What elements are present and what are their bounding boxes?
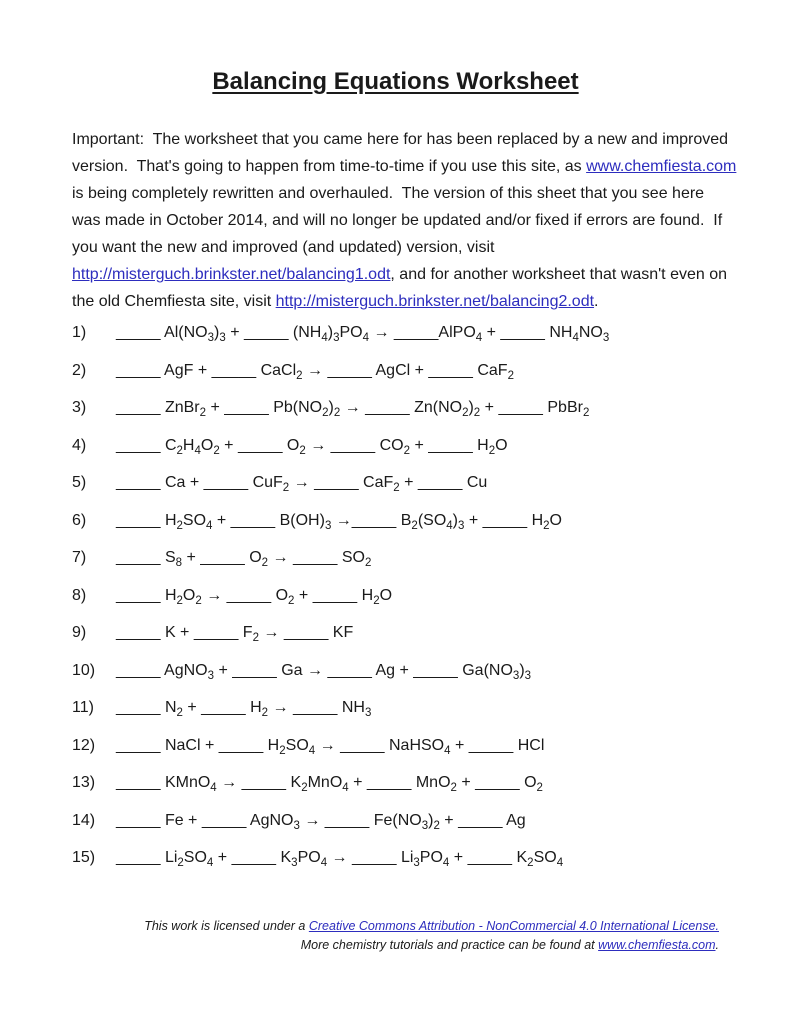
subscript: 2 bbox=[527, 857, 534, 869]
subscript: 2 bbox=[373, 594, 380, 607]
equation-number: 12) bbox=[72, 736, 96, 754]
equation-row bbox=[72, 548, 719, 567]
subscript: 2 bbox=[177, 857, 184, 869]
equation-text: _____ AgF + _____ CaCl$_2$ → _____ AgCl + _____ CaF$_2$ bbox=[116, 361, 514, 382]
subscript: 3 bbox=[413, 857, 420, 869]
text-run: . bbox=[715, 938, 719, 952]
subscript: 2 bbox=[543, 519, 550, 532]
equation-number: 5) bbox=[72, 474, 87, 491]
subscript: 2 bbox=[288, 594, 295, 607]
text-run: is being completely rewritten and overhauled. The version of this sheet that you see here bbox=[72, 185, 705, 202]
equation-number: 14) bbox=[72, 811, 96, 829]
equation-text: _____ $H_2O_2$ → _____ $O_2$ + _____ $H_2O$ bbox=[116, 586, 393, 607]
text-run: was made in October 2014, and will no longer be updated and/or fixed if errors are found. If bbox=[72, 212, 723, 229]
subscript: 4 bbox=[206, 857, 214, 869]
subscript: 2 bbox=[176, 707, 183, 719]
equation-row bbox=[72, 436, 719, 455]
subscript: 3 bbox=[524, 669, 532, 682]
subscript: 2 bbox=[279, 744, 286, 757]
subscript: 4 bbox=[321, 332, 328, 344]
equation-number: 2) bbox=[72, 361, 87, 379]
subscript: 4 bbox=[308, 744, 316, 757]
subscript: 2 bbox=[176, 519, 183, 532]
equation-row bbox=[72, 661, 719, 680]
subscript: 2 bbox=[195, 594, 202, 607]
equation-text: _____ Ca + _____ CuF$_2$ → _____ CaF$_2$ + _____ Cu bbox=[116, 474, 488, 494]
subscript: 3 bbox=[458, 519, 465, 532]
equation-text: _____ $Al(NO_3)_3$ + _____ $(NH_4)_3PO_4$ → _____AlPO$_4$ + _____ $NH_4NO_3$ bbox=[116, 324, 610, 344]
subscript: 2 bbox=[252, 632, 259, 644]
equation-number: 3) bbox=[72, 399, 87, 416]
subscript: 2 bbox=[393, 482, 400, 494]
subscript: 3 bbox=[602, 332, 610, 344]
footer-line bbox=[72, 917, 719, 936]
subscript: 4 bbox=[362, 332, 370, 344]
equation-number: 9) bbox=[72, 624, 87, 641]
subscript: 2 bbox=[333, 407, 341, 419]
equation-text: _____ $S_8$ + _____ $O_2$ → _____ $SO_2$ bbox=[116, 549, 372, 569]
equation-row bbox=[72, 773, 719, 792]
equation-number: 1) bbox=[72, 324, 87, 341]
subscript: 2 bbox=[403, 444, 410, 457]
subscript: 2 bbox=[261, 557, 269, 569]
text-run: version. That's going to happen from time-to-time if you use this site, as bbox=[72, 158, 587, 175]
subscript: 3 bbox=[333, 332, 340, 344]
subscript: 3 bbox=[219, 332, 226, 344]
subscript: 2 bbox=[176, 444, 183, 457]
subscript: 4 bbox=[446, 519, 453, 532]
text-run: the old Chemfiesta site, visit bbox=[72, 293, 276, 310]
equation-number: 8) bbox=[72, 586, 87, 604]
subscript: 4 bbox=[556, 857, 564, 869]
equation-row bbox=[72, 473, 719, 492]
equation-row bbox=[72, 586, 719, 605]
equation-text: _____ Fe + _____ AgNO$_3$ → _____ $Fe(NO_3)_2$ + _____ Ag bbox=[116, 811, 526, 832]
intro-line bbox=[72, 288, 719, 315]
subscript: 2 bbox=[450, 782, 457, 794]
hyperlink[interactable]: www.chemfiesta.com bbox=[586, 158, 737, 175]
subscript: 4 bbox=[206, 519, 213, 532]
subscript: 2 bbox=[213, 444, 220, 457]
subscript: 3 bbox=[207, 332, 215, 344]
text-run: you want the new and improved (and updated) version, visit bbox=[72, 239, 495, 256]
text-run: More chemistry tutorials and practice can be found at bbox=[300, 938, 599, 952]
text-run: , and for another worksheet that wasn't even on bbox=[390, 266, 727, 283]
subscript: 4 bbox=[572, 332, 579, 344]
subscript: 3 bbox=[421, 819, 429, 832]
hyperlink[interactable]: http://misterguch.brinkster.net/balancing1.odt bbox=[72, 266, 391, 283]
intro-paragraph bbox=[72, 126, 737, 315]
intro-line bbox=[72, 234, 719, 261]
hyperlink[interactable]: Creative Commons Attribution - NonCommercial 4.0 International License. bbox=[308, 919, 719, 933]
page-title: Balancing Equations Worksheet bbox=[212, 68, 579, 95]
subscript: 2 bbox=[365, 557, 372, 569]
equation-text: _____ $N_2$ + _____ $H_2$ → _____ $NH_3$ bbox=[116, 699, 372, 719]
subscript: 2 bbox=[462, 407, 469, 419]
equation-row bbox=[72, 323, 719, 342]
equation-list bbox=[72, 323, 719, 867]
subscript: 4 bbox=[194, 444, 201, 457]
subscript: 2 bbox=[301, 782, 308, 794]
equation-row bbox=[72, 398, 719, 417]
equation-row bbox=[72, 698, 719, 717]
footer bbox=[72, 917, 719, 955]
subscript: 8 bbox=[175, 557, 183, 569]
text-run: This work is licensed under a bbox=[144, 919, 309, 933]
equation-text: _____ AgNO$_3$ + _____ Ga → _____ Ag + _____ $Ga(NO_3)_3$ bbox=[116, 661, 532, 682]
equation-row bbox=[72, 361, 719, 380]
equation-row bbox=[72, 623, 719, 642]
equation-text: _____ ZnBr$_2$ + _____ $Pb(NO_2)_2$ → _____ $Zn(NO_2)_2$ + _____ PbBr$_2$ bbox=[116, 399, 590, 419]
subscript: 3 bbox=[512, 669, 520, 682]
subscript: 4 bbox=[475, 332, 483, 344]
hyperlink[interactable]: http://misterguch.brinkster.net/balancing2.odt bbox=[275, 293, 595, 310]
subscript: 2 bbox=[322, 407, 329, 419]
text-run: Important: The worksheet that you came here for has been replaced by a new and improved bbox=[72, 131, 729, 148]
equation-text: _____ NaCl + _____ $H_2SO_4$ → _____ NaHSO$_4$ + _____ HCl bbox=[116, 736, 545, 757]
equation-number: 7) bbox=[72, 549, 87, 566]
subscript: 3 bbox=[207, 669, 215, 682]
equation-text: _____ $H_2SO_4$ + _____ $B(OH)_3$ →_____ $B_2(SO_4)_3$ + _____ $H_2O$ bbox=[116, 511, 562, 532]
subscript: 2 bbox=[507, 369, 514, 382]
subscript: 4 bbox=[442, 857, 450, 869]
intro-line bbox=[72, 207, 723, 234]
intro-line bbox=[72, 261, 727, 288]
subscript: 4 bbox=[320, 857, 328, 869]
subscript: 2 bbox=[282, 482, 290, 494]
subscript: 2 bbox=[176, 594, 183, 607]
footer-line bbox=[72, 936, 719, 955]
equation-number: 10) bbox=[72, 661, 96, 679]
subscript: 2 bbox=[433, 819, 440, 832]
equation-number: 11) bbox=[72, 699, 94, 716]
equation-number: 15) bbox=[72, 849, 96, 866]
equation-number: 13) bbox=[72, 774, 96, 791]
equation-row bbox=[72, 811, 719, 830]
subscript: 2 bbox=[199, 407, 207, 419]
subscript: 4 bbox=[210, 782, 217, 794]
equation-row bbox=[72, 511, 719, 530]
equation-text: _____ KMnO$_4$ → _____ $K_2MnO_4$ + _____ MnO$_2$ + _____ $O_2$ bbox=[116, 774, 543, 794]
subscript: 2 bbox=[582, 407, 590, 419]
subscript: 4 bbox=[342, 782, 349, 794]
subscript: 3 bbox=[291, 857, 298, 869]
equation-text: _____ $Li_2SO_4$ + _____ $K_3PO_4$ → _____ $Li_3PO_4$ + _____ $K_2SO_4$ bbox=[116, 849, 564, 869]
subscript: 2 bbox=[411, 519, 418, 532]
subscript: 3 bbox=[364, 707, 372, 719]
subscript: 2 bbox=[536, 782, 543, 794]
text-run: . bbox=[594, 293, 599, 310]
equation-number: 6) bbox=[72, 511, 87, 529]
equation-text: _____ $C_2H_4O_2$ + _____ $O_2$ → _____ $CO_2$ + _____ $H_2O$ bbox=[116, 436, 508, 457]
intro-line bbox=[72, 126, 729, 153]
subscript: 2 bbox=[488, 444, 496, 457]
subscript: 2 bbox=[473, 407, 481, 419]
equation-row bbox=[72, 848, 719, 867]
subscript: 3 bbox=[324, 519, 332, 532]
subscript: 3 bbox=[293, 819, 300, 832]
subscript: 2 bbox=[299, 444, 306, 457]
hyperlink[interactable]: www.chemfiesta.com bbox=[598, 938, 716, 952]
intro-line bbox=[72, 180, 719, 207]
equation-row bbox=[72, 736, 719, 755]
intro-line bbox=[72, 153, 737, 180]
subscript: 2 bbox=[261, 707, 269, 719]
equation-number: 4) bbox=[72, 436, 87, 454]
subscript: 2 bbox=[296, 369, 303, 382]
equation-text: _____ K + _____ $F_2$ → _____ KF bbox=[116, 624, 354, 644]
subscript: 4 bbox=[444, 744, 451, 757]
